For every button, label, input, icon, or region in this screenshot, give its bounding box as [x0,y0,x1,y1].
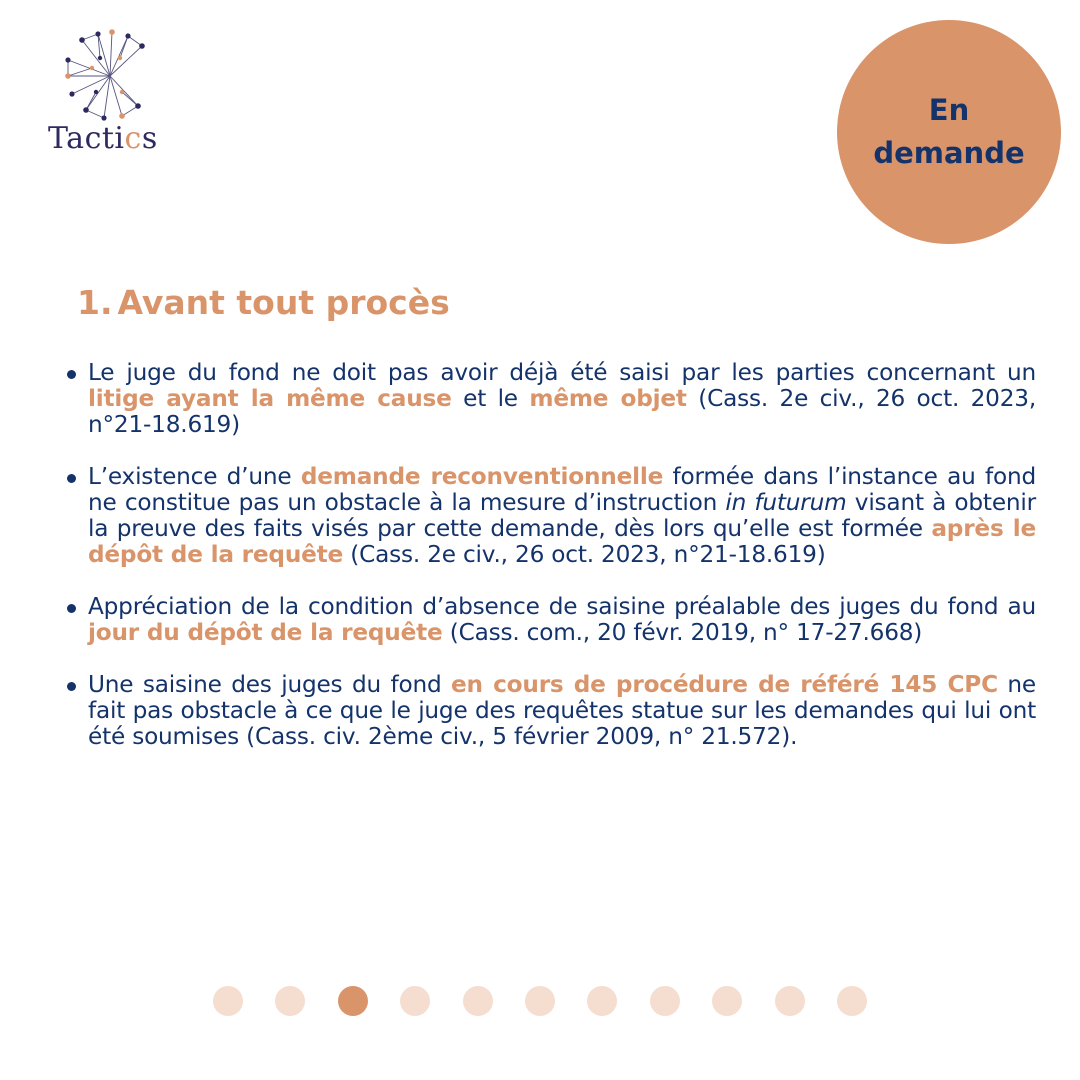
bullet-dot-icon [67,370,76,379]
logo-wordmark: Tactics [48,121,158,156]
bullet-dot-icon [67,474,76,483]
page-dot-2[interactable] [275,986,305,1016]
highlight-text: demande reconventionnelle [300,463,664,490]
tactics-logo [46,28,176,160]
text-segment: Une saisine des juges du fond [88,671,452,698]
bullet-dot-icon [67,682,76,691]
text-segment: (Cass. com., 20 févr. 2019, n° 17-27.668) [442,619,923,646]
section-number: 1. [77,283,113,322]
bullet-text [88,359,1036,438]
page-dot-1[interactable] [213,986,243,1016]
highlight-text: en cours de procédure de référé 145 CPC [451,671,998,698]
page-dot-7[interactable] [587,986,617,1016]
text-segment: L’existence d’une [88,463,301,490]
bullet-item [64,360,1036,438]
text-segment: visant à obtenir la preuve des faits visés par cette demande, dès lors qu’elle est formée [88,489,1036,542]
page-dot-9[interactable] [712,986,742,1016]
page-dot-6[interactable] [525,986,555,1016]
text-segment: Appréciation de la condition d’absence de saisine préalable des juges du fond au [88,593,1036,620]
page-dot-11[interactable] [837,986,867,1016]
page-dot-8[interactable] [650,986,680,1016]
text-segment: formée dans l’instance au fond ne constitue pas un obstacle à la mesure d’instruction [88,463,1036,516]
text-segment: et le [451,385,530,412]
bullet-dot-icon [67,604,76,613]
category-badge [837,20,1061,244]
bullet-item [64,672,1036,750]
bullet-item [64,464,1036,568]
text-segment: ne fait pas obstacle à ce que le juge des requêtes statue sur les demandes qui lui ont été soumises (Cass. civ. 2ème civ., 5 février 2009, n° 21.572). [88,671,1036,750]
bullet-text [88,463,1036,568]
text-segment: (Cass. 2e civ., 26 oct. 2023, n°21-18.619) [343,541,826,568]
text-segment: Le juge du fond ne doit pas avoir déjà été saisi par les parties concernant un [88,359,1036,386]
text-segment: (Cass. 2e civ., 26 oct. 2023, n°21-18.619) [88,385,1037,438]
page-dot-4[interactable] [400,986,430,1016]
bullet-item [64,594,1036,646]
page-dot-5[interactable] [463,986,493,1016]
page-dot-3[interactable] [338,986,368,1016]
badge-label: En demande [873,93,1025,170]
highlight-text: litige ayant la même cause [88,385,452,412]
highlight-text: même objet [529,385,687,412]
section-heading [77,283,450,322]
network-icon [60,28,160,123]
bullet-list [64,360,1036,776]
page-dot-10[interactable] [775,986,805,1016]
section-title: Avant tout procès [117,283,450,322]
highlight-text: jour du dépôt de la requête [88,619,443,646]
bullet-text [88,593,1036,646]
italic-text: in futurum [725,489,847,516]
bullet-text [88,671,1036,750]
highlight-text: après le dépôt de la requête [88,515,1036,568]
